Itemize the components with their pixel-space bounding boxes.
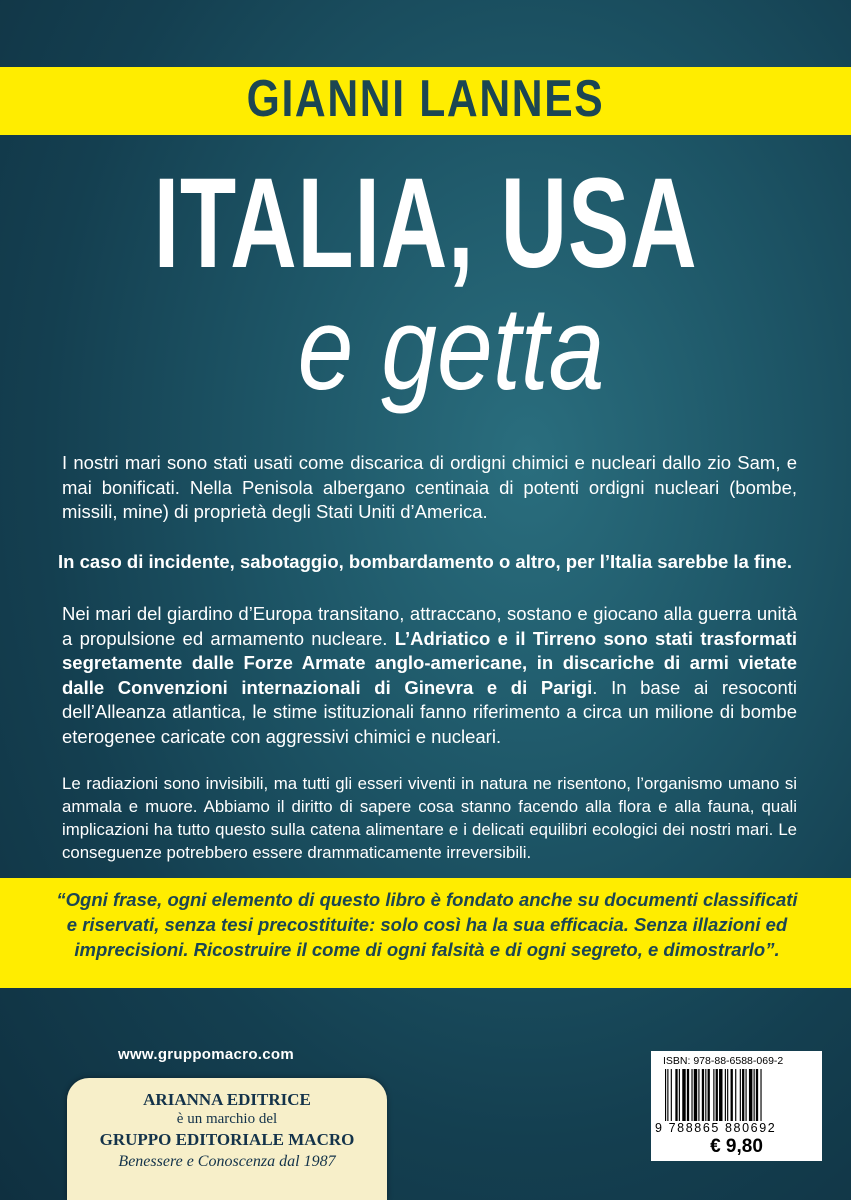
barcode-digits: 9 788865 880692 <box>655 1121 777 1135</box>
publisher-group: GRUPPO EDITORIALE MACRO <box>99 1130 355 1149</box>
publisher-subline: è un marchio del <box>176 1111 278 1127</box>
blurb-paragraph-1: I nostri mari sono stati usati come discarica di ordigni chimici e nucleari dallo zio Sam, e mai bonificati. Nella Penisola albergano centinaia di potenti ordigni nucleari (bombe, missili, mine) di proprietà degli Stati Uniti d’America. <box>62 452 797 522</box>
publisher-box <box>67 1078 387 1200</box>
blurb-paragraph-2: In caso di incidente, sabotaggio, bombardamento o altro, per l’Italia sarebbe la fine. <box>58 551 792 572</box>
blurb-paragraph-3 <box>62 602 797 749</box>
author-band <box>0 67 851 135</box>
isbn-label: ISBN: 978-88-6588-069-2 <box>663 1055 784 1067</box>
author-quote: “Ogni frase, ogni elemento di questo libro è fondato anche su documenti classificati e riservati, senza tesi precostituite: solo così ha la sua efficacia. Senza illazioni ed imprecisioni. Ricostruire il come di ogni falsità e di ogni segreto, e dimostrarlo”. <box>56 889 798 960</box>
blurb-paragraph-3-start: Nei mari del giardino d’Europa transitano, attraccano, sostano e giocano alla guerra unità a propulsione ed armamento nucleare. <box>62 603 797 649</box>
blurb-paragraph-3-end: . In base ai resoconti dell’Alleanza atlantica, le stime istituzionali fanno riferimento a circa un milione di bombe eterogenee caricate con aggressivi chimici e nucleari. <box>62 676 797 747</box>
author-name: GIANNI LANNES <box>246 70 605 128</box>
barcode-box <box>651 1051 822 1161</box>
book-subtitle: e getta <box>297 283 605 415</box>
blurb-paragraph-3-bold: L’Adriatico e il Tirreno sono stati trasformati segretamente dalle Forze Armate anglo-americane, in discariche di armi vietate dalle Convenzioni internazionali di Ginevra e di Parigi <box>62 627 797 698</box>
publisher-name: ARIANNA EDITRICE <box>143 1090 311 1109</box>
blurb-paragraph-4: Le radiazioni sono invisibili, ma tutti gli esseri viventi in natura ne risentono, l’organismo umano si ammala e muore. Abbiamo il diritto di sapere cosa stanno facendo alla flora e alla fauna, quali implicazioni ha tutto questo sulla catena alimentare e i delicati equilibri ecologici dei nostri mari. Le conseguenze potrebbero essere drammaticamente irreversibili. <box>62 774 797 862</box>
publisher-website: www.gruppomacro.com <box>118 1046 294 1063</box>
book-title: ITALIA, USA <box>153 152 698 295</box>
barcode-icon <box>665 1069 811 1121</box>
price: € 9,80 <box>710 1136 763 1157</box>
publisher-motto: Benessere e Conoscenza dal 1987 <box>118 1153 336 1170</box>
